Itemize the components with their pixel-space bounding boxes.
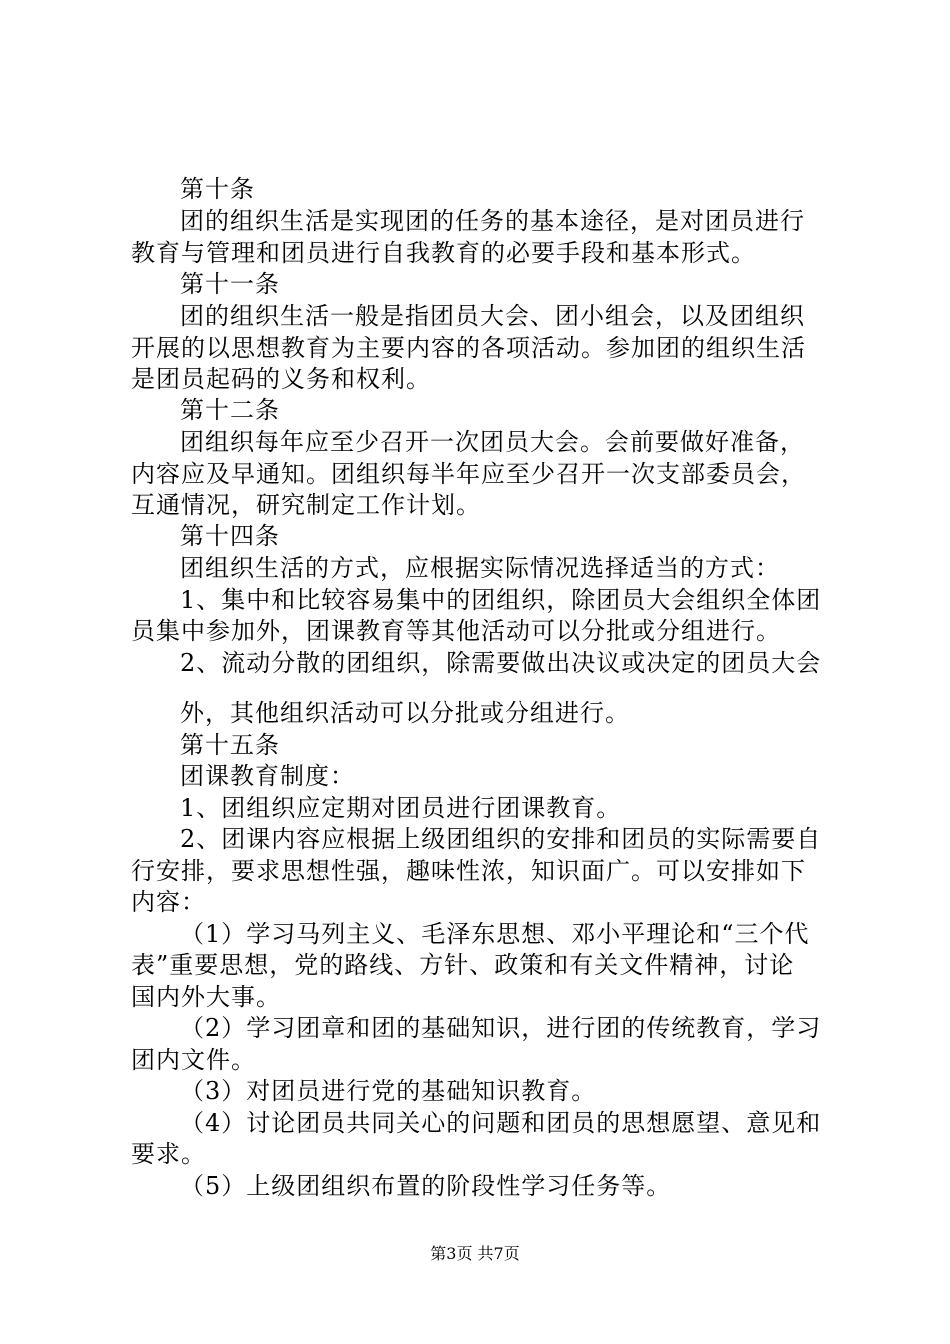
sub-item-line: 国内外大事。 bbox=[131, 983, 281, 1011]
list-item-line: 2、团课内容应根据上级团组织的安排和团员的实际需要自 bbox=[180, 825, 822, 853]
paragraph-line: 团组织生活的方式，应根据实际情况选择适当的方式： bbox=[180, 554, 780, 582]
sub-item-line: （4）讨论团员共同关心的问题和团员的思想愿望、意见和 bbox=[180, 1109, 822, 1137]
paragraph-line: 互通情况，研究制定工作计划。 bbox=[131, 491, 481, 519]
page-number-footer: 第3页 共7页 bbox=[430, 1244, 520, 1263]
article-heading: 第十四条 bbox=[180, 522, 280, 550]
paragraph-line: 团课教育制度： bbox=[180, 762, 355, 790]
article-heading: 第十二条 bbox=[180, 396, 280, 424]
paragraph-line: 教育与管理和团员进行自我教育的必要手段和基本形式。 bbox=[131, 239, 756, 267]
sub-item-line: （1）学习马列主义、毛泽东思想、邓小平理论和“三个代 bbox=[180, 920, 810, 948]
list-item-line: 外，其他组织活动可以分批或分组进行。 bbox=[180, 699, 630, 727]
paragraph-line: 团的组织生活一般是指团员大会、团小组会，以及团组织 bbox=[180, 302, 805, 330]
article-heading: 第十五条 bbox=[180, 731, 280, 759]
sub-item-line: （2）学习团章和团的基础知识，进行团的传统教育，学习 bbox=[180, 1014, 822, 1042]
article-heading: 第十一条 bbox=[180, 270, 280, 298]
sub-item-line: （5）上级团组织布置的阶段性学习任务等。 bbox=[180, 1172, 672, 1200]
sub-item-line: 表”重要思想，党的路线、方针、政策和有关文件精神，讨论 bbox=[131, 951, 795, 979]
list-item-line: 2、流动分散的团组织，除需要做出决议或决定的团员大会 bbox=[180, 649, 822, 677]
list-item-line: 行安排，要求思想性强，趣味性浓，知识面广。可以安排如下 bbox=[131, 857, 806, 885]
list-item-line: 1、集中和比较容易集中的团组织，除团员大会组织全体团 bbox=[180, 586, 822, 614]
list-item-line: 1、团组织应定期对团员进行团课教育。 bbox=[180, 794, 622, 822]
article-heading: 第十条 bbox=[180, 175, 255, 203]
paragraph-line: 开展的以思想教育为主要内容的各项活动。参加团的组织生活 bbox=[131, 334, 806, 362]
list-item-line: 内容： bbox=[131, 888, 206, 916]
sub-item-line: 要求。 bbox=[131, 1140, 206, 1168]
paragraph-line: 内容应及早通知。团组织每半年应至少召开一次支部委员会， bbox=[131, 460, 806, 488]
paragraph-line: 团组织每年应至少召开一次团员大会。会前要做好准备， bbox=[180, 428, 805, 456]
sub-item-line: 团内文件。 bbox=[131, 1046, 256, 1074]
sub-item-line: （3）对团员进行党的基础知识教育。 bbox=[180, 1077, 597, 1105]
list-item-line: 员集中参加外，团课教育等其他活动可以分批或分组进行。 bbox=[131, 617, 781, 645]
paragraph-line: 团的组织生活是实现团的任务的基本途径，是对团员进行 bbox=[180, 207, 805, 235]
paragraph-line: 是团员起码的义务和权利。 bbox=[131, 365, 431, 393]
